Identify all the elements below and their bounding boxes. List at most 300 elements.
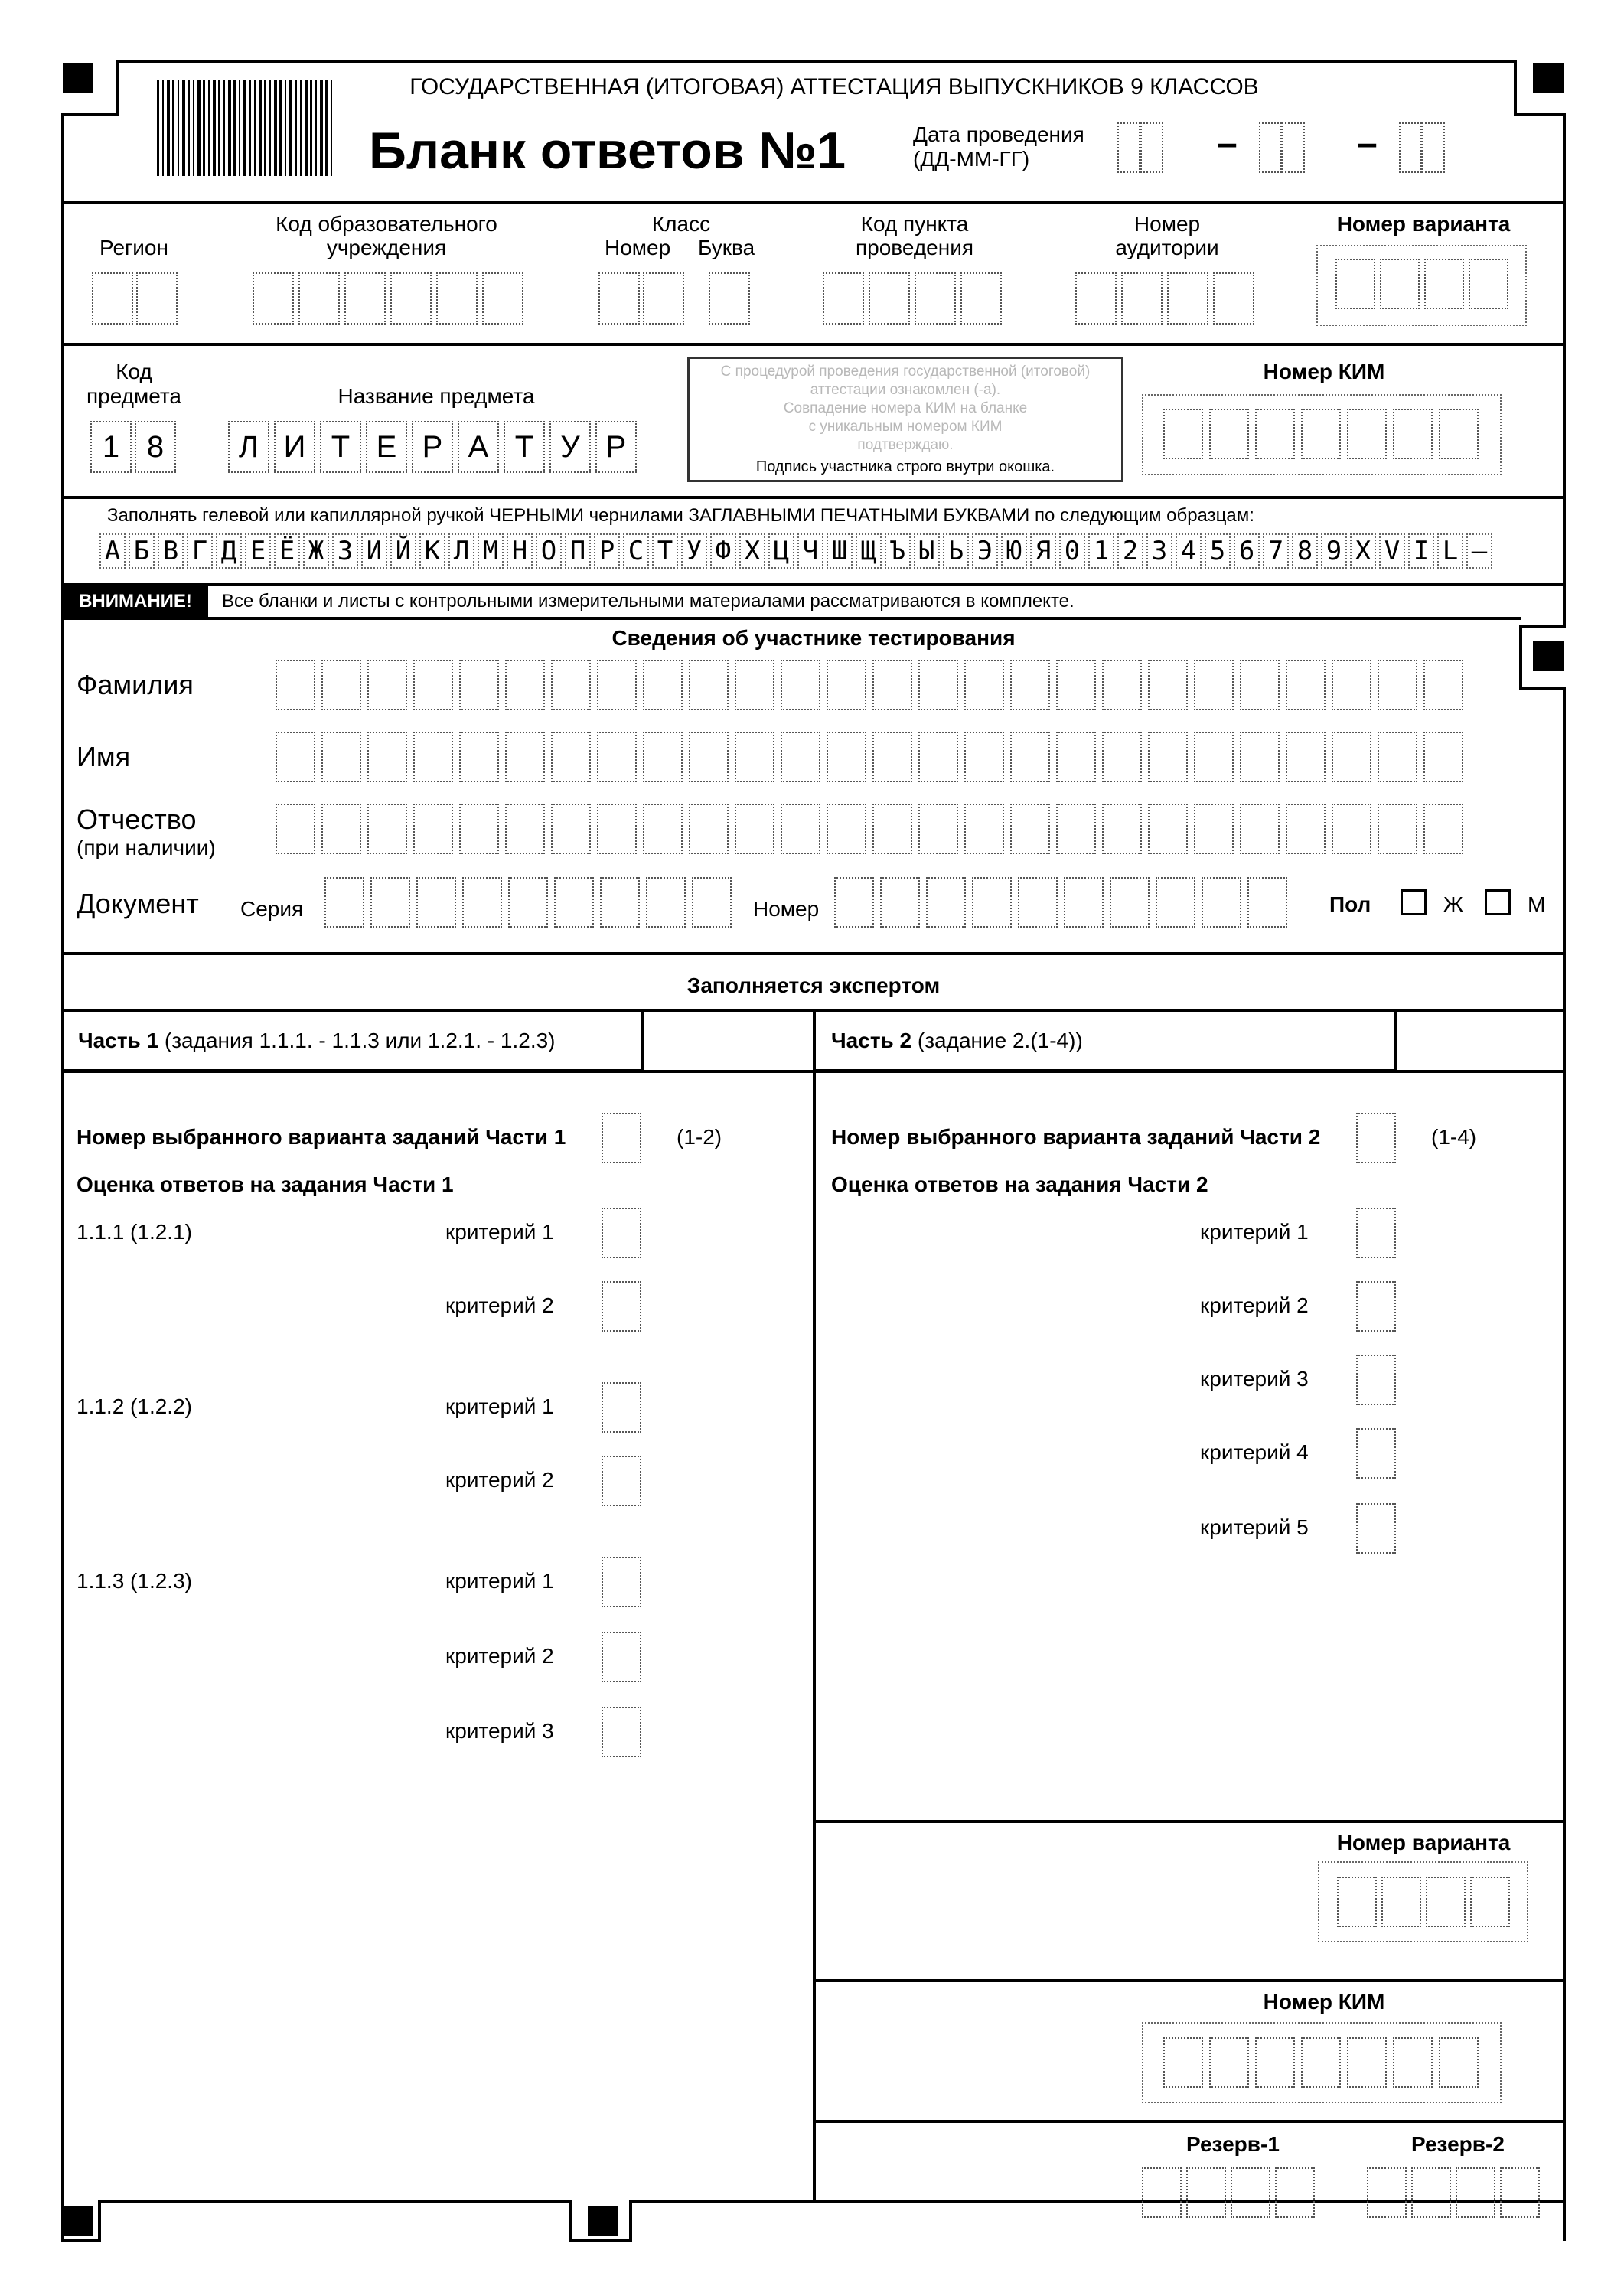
- sample-char: 8: [1292, 533, 1318, 569]
- input-cell[interactable]: [551, 732, 591, 782]
- document-label: Документ: [77, 888, 199, 919]
- input-cell[interactable]: [413, 804, 453, 854]
- input-cell[interactable]: [918, 660, 958, 710]
- input-cell[interactable]: [1121, 272, 1163, 325]
- reserve1-label: Резерв-1: [1186, 2132, 1280, 2156]
- input-cell[interactable]: [827, 804, 866, 854]
- input-cell[interactable]: [600, 877, 640, 928]
- input-cell[interactable]: [643, 804, 683, 854]
- input-cell[interactable]: [1423, 732, 1463, 782]
- header-top-title: ГОСУДАРСТВЕННАЯ (ИТОГОВАЯ) АТТЕСТАЦИЯ ВЫПУСКНИКОВ 9 КЛАССОВ: [409, 74, 1259, 99]
- input-cell[interactable]: [413, 660, 453, 710]
- surname-cells[interactable]: [276, 660, 1463, 710]
- divider: [61, 617, 1521, 620]
- input-cell[interactable]: [926, 877, 966, 928]
- input-cell[interactable]: [276, 660, 315, 710]
- input-cell[interactable]: [689, 732, 729, 782]
- input-cell[interactable]: [1423, 804, 1463, 854]
- date-dash: –: [1357, 123, 1378, 164]
- date-cell[interactable]: [1422, 122, 1445, 173]
- input-cell[interactable]: [1156, 877, 1195, 928]
- input-cell[interactable]: [646, 877, 686, 928]
- input-cell[interactable]: [735, 660, 774, 710]
- criterion-label: критерий 3: [1200, 1367, 1309, 1391]
- input-cell[interactable]: [551, 804, 591, 854]
- region-cells[interactable]: [92, 272, 178, 325]
- sample-char: Ю: [1001, 533, 1027, 569]
- input-cell[interactable]: [1148, 732, 1188, 782]
- input-cell[interactable]: [827, 660, 866, 710]
- part2-tab: [814, 1009, 1397, 1073]
- input-cell[interactable]: [1240, 804, 1280, 854]
- sample-char: 9: [1321, 533, 1347, 569]
- sample-char: Ж: [303, 533, 329, 569]
- sample-char: С: [623, 533, 649, 569]
- notice-line: подтверждаю.: [857, 437, 954, 453]
- sample-char: Ё: [274, 533, 300, 569]
- input-cell[interactable]: [459, 804, 499, 854]
- subject-letter[interactable]: Р: [595, 421, 637, 473]
- input-cell[interactable]: [367, 732, 407, 782]
- input-cell[interactable]: [253, 272, 294, 325]
- sample-char: Л: [448, 533, 474, 569]
- point-code-label: Код пункта: [860, 212, 969, 236]
- sample-char: Ъ: [885, 533, 911, 569]
- input-cell[interactable]: [324, 877, 364, 928]
- sample-char: Н: [507, 533, 533, 569]
- input-cell[interactable]: [1380, 259, 1420, 309]
- input-cell[interactable]: [643, 732, 683, 782]
- notice-line: С процедурой проведения государственной (итоговой): [720, 364, 1091, 380]
- input-cell[interactable]: [462, 877, 502, 928]
- variant-cells[interactable]: [1335, 259, 1508, 309]
- point-code-cells[interactable]: [823, 272, 1002, 325]
- input-cell[interactable]: [505, 660, 545, 710]
- input-cell[interactable]: [869, 272, 910, 325]
- part1-variant-range: (1-2): [677, 1125, 722, 1149]
- region-label: Регион: [99, 236, 168, 259]
- date-dash: –: [1217, 123, 1238, 164]
- kim-number-cells[interactable]: [1163, 409, 1479, 459]
- input-cell[interactable]: [551, 660, 591, 710]
- criterion-label: критерий 1: [445, 1220, 554, 1244]
- sample-char: Д: [216, 533, 242, 569]
- input-cell[interactable]: [964, 804, 1004, 854]
- doc-number-cells[interactable]: [834, 877, 1287, 928]
- date-day-cells[interactable]: [1117, 122, 1163, 173]
- input-cell[interactable]: [1286, 804, 1326, 854]
- input-cell[interactable]: [1424, 259, 1464, 309]
- input-cell[interactable]: [1393, 2037, 1433, 2088]
- criterion-cell[interactable]: [602, 1632, 641, 1682]
- subject-letter[interactable]: Т: [504, 421, 545, 473]
- criterion-cell[interactable]: [602, 1281, 641, 1332]
- input-cell[interactable]: [276, 804, 315, 854]
- notice-line: с уникальным номером КИМ: [808, 419, 1003, 435]
- input-cell[interactable]: [880, 877, 920, 928]
- input-cell[interactable]: [735, 732, 774, 782]
- input-cell[interactable]: [960, 272, 1002, 325]
- input-cell[interactable]: [1332, 660, 1371, 710]
- part2-variant-cell[interactable]: [1356, 1113, 1396, 1163]
- registration-mark-top-right: [1533, 63, 1564, 93]
- criterion-label: критерий 3: [445, 1719, 554, 1743]
- input-cell[interactable]: [1378, 660, 1417, 710]
- input-cell[interactable]: [1163, 2037, 1203, 2088]
- input-cell[interactable]: [459, 732, 499, 782]
- input-cell[interactable]: [136, 272, 178, 325]
- name-label: Имя: [77, 741, 131, 772]
- criterion-cell[interactable]: [602, 1382, 641, 1433]
- input-cell[interactable]: [1286, 660, 1326, 710]
- input-cell[interactable]: [321, 804, 361, 854]
- criterion-cell[interactable]: [1356, 1355, 1396, 1405]
- input-cell[interactable]: [1423, 660, 1463, 710]
- date-label: Дата проведения: [913, 122, 1084, 146]
- input-cell[interactable]: [1347, 2037, 1387, 2088]
- input-cell[interactable]: [298, 272, 340, 325]
- sample-char: Ч: [797, 533, 823, 569]
- part1-variant-label: Номер выбранного варианта заданий Части 1: [77, 1125, 566, 1149]
- input-cell[interactable]: [1347, 409, 1387, 459]
- input-cell[interactable]: [1194, 732, 1234, 782]
- input-cell[interactable]: [390, 272, 432, 325]
- input-cell[interactable]: [1367, 2167, 1407, 2218]
- input-cell[interactable]: [92, 272, 133, 325]
- part2-tab-text: Часть 2 (задание 2.(1-4)): [831, 1029, 1083, 1052]
- sex-male-checkbox[interactable]: [1485, 889, 1511, 915]
- sample-char: L: [1437, 533, 1463, 569]
- input-cell[interactable]: [1255, 409, 1295, 459]
- series-label: Серия: [240, 897, 304, 921]
- input-cell[interactable]: [367, 804, 407, 854]
- input-cell[interactable]: [321, 660, 361, 710]
- input-cell[interactable]: [1411, 2167, 1451, 2218]
- subject-letter[interactable]: А: [458, 421, 499, 473]
- input-cell[interactable]: [597, 660, 637, 710]
- number-label: Номер: [753, 897, 820, 921]
- input-cell[interactable]: [918, 804, 958, 854]
- sample-char: У: [681, 533, 707, 569]
- date-cell[interactable]: [1140, 122, 1163, 173]
- sample-char: 6: [1234, 533, 1260, 569]
- input-cell[interactable]: [1231, 2167, 1270, 2218]
- input-cell[interactable]: [872, 660, 912, 710]
- input-cell[interactable]: [709, 272, 750, 325]
- criterion-label: критерий 2: [445, 1468, 554, 1492]
- sample-char: Т: [652, 533, 678, 569]
- subject-letter[interactable]: Р: [412, 421, 453, 473]
- input-cell[interactable]: [1148, 660, 1188, 710]
- input-cell[interactable]: [1167, 272, 1208, 325]
- attention-text: Все бланки и листы с контрольными измерительными материалами рассматриваются в комплекте.: [222, 591, 1075, 612]
- sample-char: Е: [245, 533, 271, 569]
- registration-mark-bottom-center: [588, 2206, 618, 2236]
- input-cell[interactable]: [1378, 804, 1417, 854]
- reserve1-cells[interactable]: [1142, 2167, 1315, 2218]
- input-cell[interactable]: [597, 732, 637, 782]
- series-cells[interactable]: [324, 877, 732, 928]
- input-cell[interactable]: [781, 804, 820, 854]
- kim-number-label: Номер КИМ: [1263, 360, 1385, 383]
- class-letter-label: Буква: [698, 236, 755, 259]
- class-number-label: Номер: [605, 236, 671, 259]
- input-cell[interactable]: [915, 272, 956, 325]
- input-cell[interactable]: [554, 877, 594, 928]
- input-cell[interactable]: [964, 660, 1004, 710]
- sample-char: V: [1379, 533, 1405, 569]
- input-cell[interactable]: [781, 732, 820, 782]
- date-month-cells[interactable]: [1259, 122, 1305, 173]
- subject-letter[interactable]: Т: [320, 421, 361, 473]
- sample-char: И: [361, 533, 387, 569]
- sample-char: М: [478, 533, 504, 569]
- input-cell[interactable]: [1286, 732, 1326, 782]
- divider: [61, 343, 1566, 346]
- input-cell[interactable]: [505, 732, 545, 782]
- class-letter-cells[interactable]: [709, 272, 750, 325]
- subject-letter[interactable]: У: [549, 421, 591, 473]
- input-cell[interactable]: [1102, 732, 1142, 782]
- sample-char: Ц: [768, 533, 794, 569]
- input-cell[interactable]: [367, 660, 407, 710]
- date-cell[interactable]: [1117, 122, 1140, 173]
- signature-box[interactable]: [687, 357, 1123, 482]
- input-cell[interactable]: [1010, 732, 1050, 782]
- patronymic-label: Отчество: [77, 804, 197, 835]
- input-cell[interactable]: [1255, 2037, 1295, 2088]
- fill-instruction: Заполнять гелевой или капиллярной ручкой ЧЕРНЫМИ чернилами ЗАГЛАВНЫМИ ПЕЧАТНЫМИ БУКВАМИ по следующим образцам:: [107, 505, 1254, 526]
- input-cell[interactable]: [1209, 409, 1249, 459]
- criterion-label: критерий 2: [445, 1644, 554, 1668]
- attention-badge: [63, 586, 208, 617]
- sample-char: 4: [1176, 533, 1202, 569]
- input-cell[interactable]: [1102, 660, 1142, 710]
- subject-name-cells[interactable]: [228, 421, 637, 473]
- input-cell[interactable]: [823, 272, 864, 325]
- criterion-cell[interactable]: [1356, 1208, 1396, 1258]
- part1-variant-cell[interactable]: [602, 1113, 641, 1163]
- input-cell[interactable]: [1426, 1877, 1466, 1927]
- input-cell[interactable]: [1337, 1877, 1377, 1927]
- input-cell[interactable]: [689, 660, 729, 710]
- input-cell[interactable]: [1301, 409, 1341, 459]
- registration-mark-bottom-left: [63, 2206, 93, 2236]
- input-cell[interactable]: [413, 732, 453, 782]
- input-cell[interactable]: [1439, 2037, 1479, 2088]
- part1-tab-text: Часть 1 (задания 1.1.1. - 1.1.3 или 1.2.1. - 1.2.3): [78, 1029, 556, 1052]
- part2-assess-label: Оценка ответов на задания Части 2: [831, 1172, 1208, 1196]
- input-cell[interactable]: [508, 877, 548, 928]
- subject-letter[interactable]: И: [274, 421, 315, 473]
- criterion-label: критерий 2: [1200, 1293, 1309, 1317]
- input-cell[interactable]: [1275, 2167, 1315, 2218]
- criterion-cell[interactable]: [602, 1208, 641, 1258]
- variant-label: Номер варианта: [1336, 212, 1511, 236]
- input-cell[interactable]: [834, 877, 874, 928]
- input-cell[interactable]: [1213, 272, 1254, 325]
- input-cell[interactable]: [692, 877, 732, 928]
- input-cell[interactable]: [1148, 804, 1188, 854]
- input-cell[interactable]: [1378, 732, 1417, 782]
- input-cell[interactable]: [1202, 877, 1241, 928]
- input-cell[interactable]: [1247, 877, 1287, 928]
- sample-char: Й: [390, 533, 416, 569]
- patronymic-cells[interactable]: [276, 804, 1463, 854]
- signature-label: Подпись участника строго внутри окошка.: [755, 458, 1055, 475]
- sample-char: Щ: [856, 533, 882, 569]
- input-cell[interactable]: [459, 660, 499, 710]
- input-cell[interactable]: [1301, 2037, 1341, 2088]
- part1-tab: [61, 1009, 644, 1073]
- barcode: [157, 80, 333, 176]
- input-cell[interactable]: [1064, 877, 1104, 928]
- expert-kim-cells[interactable]: [1163, 2037, 1479, 2088]
- input-cell[interactable]: [436, 272, 478, 325]
- input-cell[interactable]: [1056, 660, 1096, 710]
- input-cell[interactable]: [1470, 1877, 1510, 1927]
- sample-char: А: [99, 533, 126, 569]
- input-cell[interactable]: [781, 660, 820, 710]
- input-cell[interactable]: [416, 877, 456, 928]
- sample-char: О: [536, 533, 562, 569]
- input-cell[interactable]: [643, 272, 684, 325]
- room-label: Номер: [1133, 212, 1201, 236]
- input-cell[interactable]: [505, 804, 545, 854]
- sample-char: 2: [1117, 533, 1143, 569]
- input-cell[interactable]: [1332, 732, 1371, 782]
- input-cell[interactable]: [1110, 877, 1150, 928]
- input-cell[interactable]: [1056, 732, 1096, 782]
- input-cell[interactable]: [1500, 2167, 1540, 2218]
- subject-code-digit[interactable]: 8: [135, 421, 176, 473]
- criterion-cell[interactable]: [602, 1456, 641, 1506]
- notice-line: Совпадение номера КИМ на бланке: [783, 400, 1028, 416]
- sample-char: 3: [1146, 533, 1172, 569]
- input-cell[interactable]: [321, 732, 361, 782]
- input-cell[interactable]: [597, 804, 637, 854]
- sample-char: Б: [129, 533, 155, 569]
- input-cell[interactable]: [1469, 259, 1508, 309]
- input-cell[interactable]: [598, 272, 640, 325]
- subject-code-cells[interactable]: [90, 421, 176, 473]
- divider: [61, 952, 1566, 955]
- criterion-cell[interactable]: [1356, 1281, 1396, 1332]
- input-cell[interactable]: [735, 804, 774, 854]
- criterion-cell[interactable]: [602, 1557, 641, 1607]
- input-cell[interactable]: [872, 732, 912, 782]
- input-cell[interactable]: [1393, 409, 1433, 459]
- input-cell[interactable]: [872, 804, 912, 854]
- school-code-cells[interactable]: [253, 272, 523, 325]
- sample-char: З: [332, 533, 358, 569]
- input-cell[interactable]: [1142, 2167, 1182, 2218]
- subject-letter[interactable]: Е: [366, 421, 407, 473]
- input-cell[interactable]: [482, 272, 523, 325]
- input-cell[interactable]: [1456, 2167, 1495, 2218]
- divider: [61, 1070, 814, 1073]
- sample-char: Ь: [943, 533, 969, 569]
- criterion-cell[interactable]: [1356, 1428, 1396, 1479]
- criterion-label: критерий 1: [1200, 1220, 1309, 1244]
- input-cell[interactable]: [1010, 660, 1050, 710]
- input-cell[interactable]: [1240, 660, 1280, 710]
- expert-variant-cells[interactable]: [1337, 1877, 1510, 1927]
- patronymic-note: (при наличии): [77, 836, 216, 859]
- sample-char: Э: [972, 533, 998, 569]
- input-cell[interactable]: [964, 732, 1004, 782]
- divider: [61, 201, 1566, 204]
- input-cell[interactable]: [1102, 804, 1142, 854]
- input-cell[interactable]: [344, 272, 386, 325]
- divider: [61, 496, 1566, 499]
- part2-variant-range: (1-4): [1431, 1125, 1477, 1149]
- input-cell[interactable]: [918, 732, 958, 782]
- sample-char: Ф: [710, 533, 736, 569]
- expert-kim-label: Номер КИМ: [1263, 1990, 1385, 2014]
- input-cell[interactable]: [1335, 259, 1375, 309]
- criterion-cell[interactable]: [602, 1707, 641, 1757]
- room-cells[interactable]: [1075, 272, 1254, 325]
- input-cell[interactable]: [643, 660, 683, 710]
- input-cell[interactable]: [972, 877, 1012, 928]
- sex-female-label: Ж: [1443, 892, 1463, 916]
- input-cell[interactable]: [1194, 804, 1234, 854]
- date-format-label: (ДД-ММ-ГГ): [913, 147, 1030, 171]
- sample-char: –: [1466, 533, 1492, 569]
- input-cell[interactable]: [1163, 409, 1203, 459]
- input-cell[interactable]: [370, 877, 410, 928]
- school-code-label-2: учреждения: [326, 236, 447, 259]
- date-cell[interactable]: [1282, 122, 1305, 173]
- input-cell[interactable]: [1194, 660, 1234, 710]
- input-cell[interactable]: [276, 732, 315, 782]
- input-cell[interactable]: [1186, 2167, 1226, 2218]
- input-cell[interactable]: [1381, 1877, 1421, 1927]
- subject-letter[interactable]: Л: [228, 421, 269, 473]
- input-cell[interactable]: [1240, 732, 1280, 782]
- input-cell[interactable]: [1439, 409, 1479, 459]
- sex-female-checkbox[interactable]: [1401, 889, 1427, 915]
- divider: [61, 583, 1566, 586]
- date-year-cells[interactable]: [1399, 122, 1445, 173]
- class-label: Класс: [651, 212, 711, 236]
- reserve2-label: Резерв-2: [1411, 2132, 1505, 2156]
- reserve2-cells[interactable]: [1367, 2167, 1540, 2218]
- school-code-label: Код образовательного: [276, 212, 497, 236]
- input-cell[interactable]: [827, 732, 866, 782]
- date-cell[interactable]: [1259, 122, 1282, 173]
- class-number-cells[interactable]: [598, 272, 684, 325]
- part1-assess-label: Оценка ответов на задания Части 1: [77, 1172, 454, 1196]
- participant-section-title: Сведения об участнике тестирования: [611, 626, 1016, 650]
- sample-char: Р: [594, 533, 620, 569]
- name-cells[interactable]: [276, 732, 1463, 782]
- divider: [814, 1070, 1566, 1073]
- sample-char: К: [419, 533, 445, 569]
- input-cell[interactable]: [689, 804, 729, 854]
- date-cell[interactable]: [1399, 122, 1422, 173]
- input-cell[interactable]: [1075, 272, 1117, 325]
- input-cell[interactable]: [1332, 804, 1371, 854]
- input-cell[interactable]: [1056, 804, 1096, 854]
- input-cell[interactable]: [1018, 877, 1058, 928]
- subject-code-digit[interactable]: 1: [90, 421, 132, 473]
- surname-label: Фамилия: [77, 669, 194, 700]
- input-cell[interactable]: [1010, 804, 1050, 854]
- criterion-cell[interactable]: [1356, 1503, 1396, 1554]
- input-cell[interactable]: [1209, 2037, 1249, 2088]
